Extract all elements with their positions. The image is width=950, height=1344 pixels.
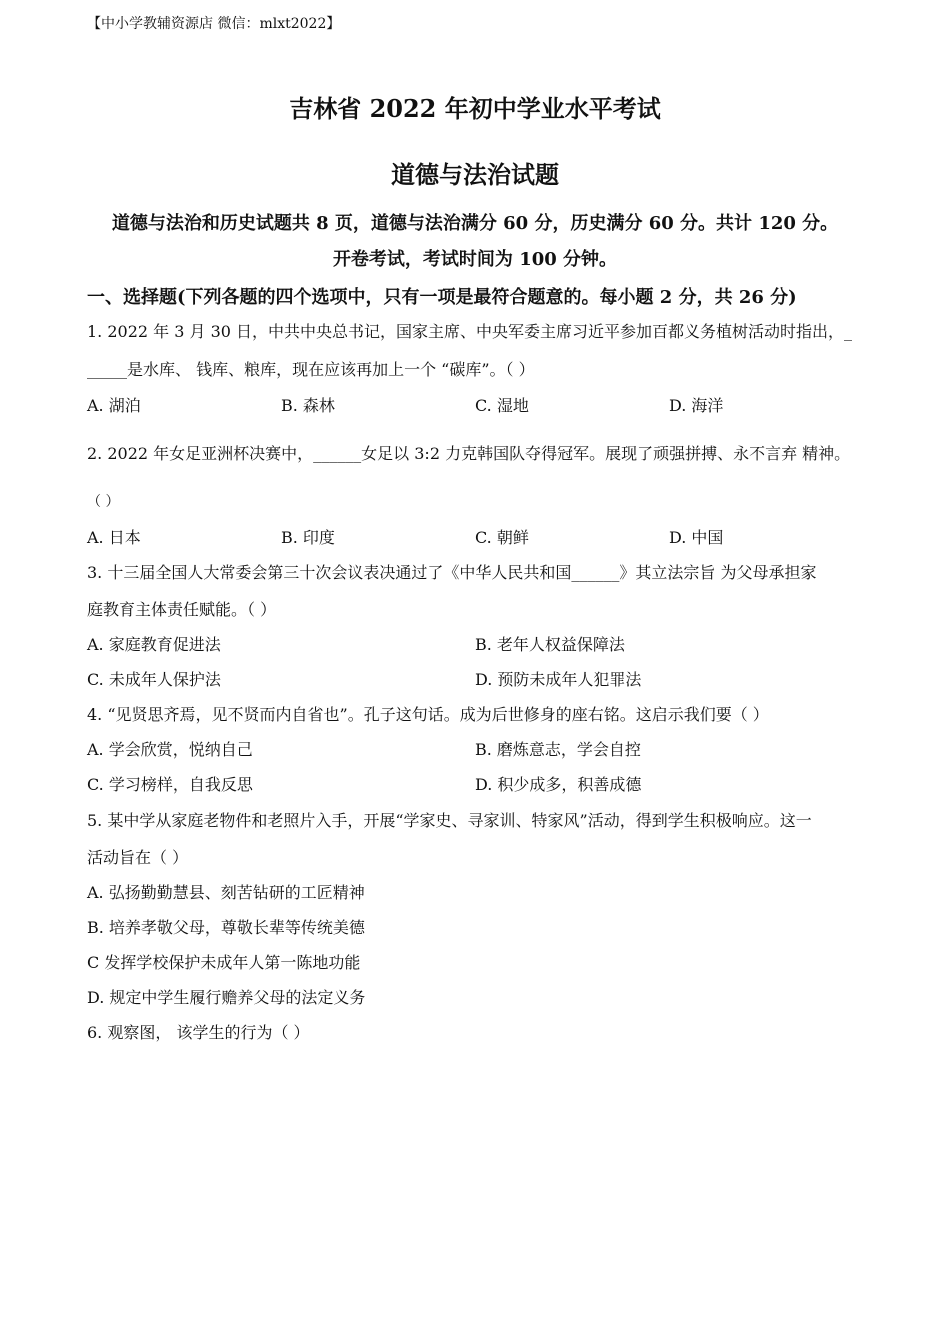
question-3-option-a: A. 家庭教育促进法 — [87, 635, 221, 654]
question-3-line-1: 3. 十三届全国人大常委会第三十次会议表决通过了《中华人民共和国______》其立法宗旨 为父母承担家 — [87, 563, 817, 582]
question-1-option-a: A. 湖泊 — [87, 396, 141, 415]
question-1-line-1: 1. 2022 年 3 月 30 日，中共中央总书记，国家主席、中央军委主席习近平参加百都义务植树活动时指出，_ — [87, 322, 853, 341]
question-5-option-c: C 发挥学校保护未成年人第一陈地功能 — [87, 953, 361, 972]
question-2-option-d: D. 中国 — [669, 528, 724, 547]
question-2-option-c: C. 朝鲜 — [475, 528, 529, 547]
question-3-line-2: 庭教育主体责任赋能。（ ） — [87, 600, 277, 619]
question-3-option-d: D. 预防未成年人犯罪法 — [475, 670, 642, 689]
question-1-line-2: _____是水库、 钱库、粮库，现在应该再加上一个 “碳库”。（ ） — [87, 360, 535, 379]
section-title: 一、选择题(下列各题的四个选项中，只有一项是最符合题意的。每小题 2 分，共 26 分) — [87, 287, 797, 308]
question-4-option-b: B. 磨炼意志，学会自控 — [475, 740, 641, 759]
watermark-text: 【中小学教辅资源店 微信：mlxt2022】 — [87, 16, 341, 32]
question-2-line-1: 2. 2022 年女足亚洲杯决赛中，______女足以 3:2 力克韩国队夺得冠军。展现了顽强拼搏、永不言弃 精神。 — [87, 444, 851, 463]
question-5-option-b: B. 培养孝敬父母，尊敬长辈等传统美德 — [87, 918, 365, 937]
question-3-option-c: C. 未成年人保护法 — [87, 670, 221, 689]
exam-title: 吉林省 2022 年初中学业水平考试 — [289, 94, 661, 123]
question-5-option-d: D. 规定中学生履行赡养父母的法定义务 — [87, 988, 366, 1007]
question-2-option-a: A. 日本 — [87, 528, 141, 547]
exam-notice-line2: 开卷考试，考试时间为 100 分钟。 — [332, 249, 618, 270]
question-4-option-d: D. 积少成多，积善成德 — [475, 775, 642, 794]
question-1-option-d: D. 海洋 — [669, 396, 724, 415]
question-3-option-b: B. 老年人权益保障法 — [475, 635, 625, 654]
question-1-option-b: B. 森林 — [281, 396, 335, 415]
question-4-option-c: C. 学习榜样，自我反思 — [87, 775, 253, 794]
question-2-line-2: （ ） — [87, 494, 120, 510]
question-2-option-b: B. 印度 — [281, 528, 335, 547]
question-5-line-2: 活动旨在（ ） — [87, 848, 189, 867]
question-1-option-c: C. 湿地 — [475, 396, 529, 415]
subject-title: 道德与法治试题 — [391, 160, 559, 189]
question-5-option-a: A. 弘扬勤勤慧县、刻苦钻研的工匠精神 — [87, 883, 365, 902]
exam-notice-line1: 道德与法治和历史试题共 8 页，道德与法治满分 60 分，历史满分 60 分。共计 120 分。 — [111, 213, 839, 234]
question-4-option-a: A. 学会欣赏，悦纳自己 — [87, 740, 253, 759]
question-5-line-1: 5. 某中学从家庭老物件和老照片入手，开展“学家史、寻家训、特家风”活动，得到学生积极响应。这一 — [87, 811, 812, 830]
question-4-line-1: 4. “见贤思齐焉，见不贤而内自省也”。孔子这句话。成为后世修身的座右铭。这启示我们要（ ） — [87, 705, 769, 724]
question-6-line-1: 6. 观察图， 该学生的行为（ ） — [87, 1023, 310, 1042]
